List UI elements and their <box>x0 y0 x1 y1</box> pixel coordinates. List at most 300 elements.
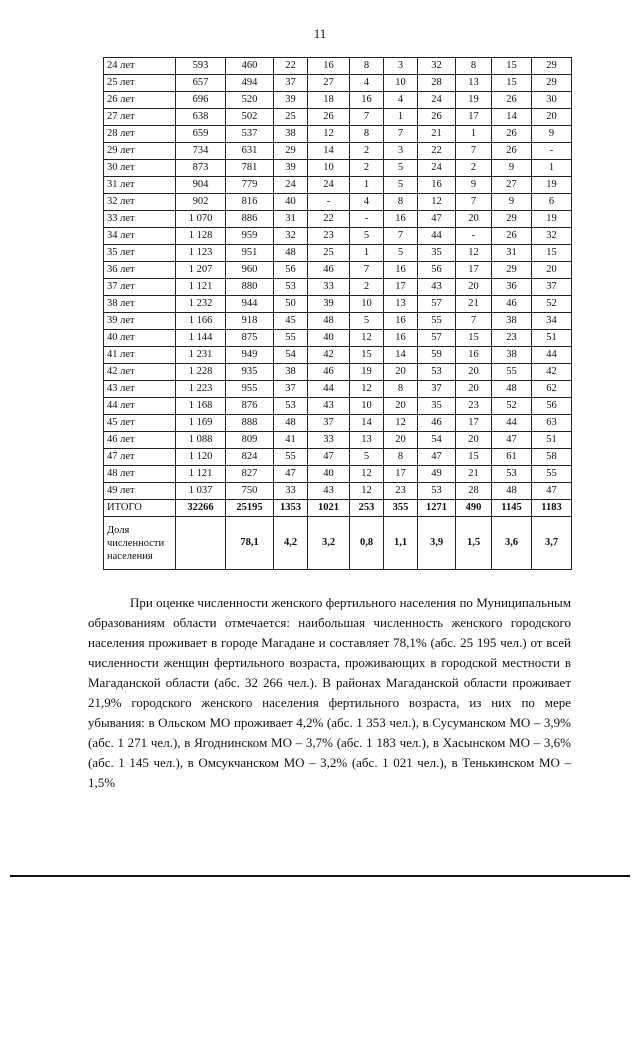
table-cell: 809 <box>226 432 274 449</box>
table-cell: 1 166 <box>176 313 226 330</box>
table-cell: 62 <box>532 381 572 398</box>
table-cell: 631 <box>226 143 274 160</box>
table-cell: 502 <box>226 109 274 126</box>
row-label: 31 лет <box>104 177 176 194</box>
table-cell: 17 <box>456 415 492 432</box>
table-row <box>104 398 572 415</box>
table-cell: 1183 <box>532 500 572 517</box>
table-cell: 48 <box>492 483 532 500</box>
table-cell: 52 <box>532 296 572 313</box>
table-cell: 33 <box>308 432 350 449</box>
table-cell: 520 <box>226 92 274 109</box>
table-cell: 24 <box>308 177 350 194</box>
table-cell: 26 <box>308 109 350 126</box>
table-cell: 19 <box>532 211 572 228</box>
table-cell: 20 <box>456 432 492 449</box>
table-row <box>104 228 572 245</box>
page-number: 11 <box>313 26 327 41</box>
table-cell: 19 <box>350 364 384 381</box>
table-cell: 1 <box>456 126 492 143</box>
row-label: 42 лет <box>104 364 176 381</box>
table-cell: 55 <box>492 364 532 381</box>
table-row <box>104 364 572 381</box>
table-cell: 33 <box>274 483 308 500</box>
table-cell: 750 <box>226 483 274 500</box>
table-cell: 12 <box>418 194 456 211</box>
row-label: ИТОГО <box>104 500 176 517</box>
table-cell: 2 <box>456 160 492 177</box>
table-cell: 20 <box>384 432 418 449</box>
table-cell: 47 <box>308 449 350 466</box>
table-cell: 880 <box>226 279 274 296</box>
table-cell: 537 <box>226 126 274 143</box>
table-cell: 1271 <box>418 500 456 517</box>
table-cell: 18 <box>308 92 350 109</box>
table-cell: 5 <box>350 313 384 330</box>
table-cell: 47 <box>274 466 308 483</box>
table-cell: 53 <box>418 364 456 381</box>
table-cell: 4,2 <box>274 517 308 570</box>
table-cell: 8 <box>350 126 384 143</box>
table-cell: 39 <box>308 296 350 313</box>
row-label: 46 лет <box>104 432 176 449</box>
table-cell: 253 <box>350 500 384 517</box>
table-row <box>104 262 572 279</box>
table-cell: 55 <box>532 466 572 483</box>
table-cell: 40 <box>308 330 350 347</box>
table-cell: 37 <box>308 415 350 432</box>
table-cell: 26 <box>418 109 456 126</box>
table-cell: 53 <box>274 398 308 415</box>
row-label: 25 лет <box>104 75 176 92</box>
table-cell: 56 <box>418 262 456 279</box>
table-cell: 32 <box>418 58 456 75</box>
table-cell: 10 <box>350 398 384 415</box>
row-label: 45 лет <box>104 415 176 432</box>
table-cell: 12 <box>384 415 418 432</box>
table-cell: 2 <box>350 160 384 177</box>
table-cell: 1 <box>350 177 384 194</box>
table-cell: 781 <box>226 160 274 177</box>
table-cell: 31 <box>274 211 308 228</box>
table-cell: 53 <box>274 279 308 296</box>
table-cell: 29 <box>492 211 532 228</box>
table-cell: 824 <box>226 449 274 466</box>
table-cell: 17 <box>384 466 418 483</box>
table-cell: 9 <box>492 194 532 211</box>
table-cell: 20 <box>456 364 492 381</box>
table-cell: 1,5 <box>456 517 492 570</box>
table-cell: 44 <box>308 381 350 398</box>
table-cell: 1 169 <box>176 415 226 432</box>
table-cell: 873 <box>176 160 226 177</box>
table-cell: 28 <box>456 483 492 500</box>
table-row <box>104 381 572 398</box>
table-cell: 15 <box>456 330 492 347</box>
table-cell: 960 <box>226 262 274 279</box>
table-row <box>104 177 572 194</box>
table-cell: 17 <box>456 262 492 279</box>
body-paragraph: При оценке численности женского фертильного населения по Муниципальным образованиям области отмечается: наибольшая численность женского городского населения проживает в городе Магадане и составляет 78,1% (абс. 25 195 чел.) от всей численности женщин фертильного возраста, проживающих в городской местности в Магаданской области (абс. 32 266 чел.). В районах Магаданской области проживает 21,9% городского женского населения фертильного возраста, из них по мере убывания: в Ольском МО проживает 4,2% (абс. 1 353 чел.), в Сусуманском МО – 3,9% (абс. 1 271 чел.), в Ягоднинском МО – 3,7% (абс. 1 183 чел.), в Хасынском МО – 3,6% (абс. 1 145 чел.), в Омсукчанском МО – 3,2% (абс. 1 021 чел.), в Тенькинском МО – 1,5% <box>88 595 571 790</box>
table-row <box>104 279 572 296</box>
table-cell: 28 <box>418 75 456 92</box>
table-cell: 1 088 <box>176 432 226 449</box>
table-cell: 16 <box>384 211 418 228</box>
table-cell: 55 <box>418 313 456 330</box>
table-cell: 9 <box>532 126 572 143</box>
row-label: 26 лет <box>104 92 176 109</box>
table-cell: 14 <box>384 347 418 364</box>
table-cell: - <box>456 228 492 245</box>
table-cell: 22 <box>418 143 456 160</box>
table-cell: 2 <box>350 143 384 160</box>
table-row <box>104 449 572 466</box>
table-cell: 46 <box>492 296 532 313</box>
row-label: 32 лет <box>104 194 176 211</box>
table-cell: 39 <box>274 92 308 109</box>
table-row <box>104 415 572 432</box>
table-cell: 17 <box>384 279 418 296</box>
table-cell: 886 <box>226 211 274 228</box>
table-cell: 38 <box>492 347 532 364</box>
table-cell: 10 <box>308 160 350 177</box>
table-cell: 24 <box>418 160 456 177</box>
table-cell: 32 <box>532 228 572 245</box>
table-cell: 43 <box>418 279 456 296</box>
row-label: 38 лет <box>104 296 176 313</box>
table-cell: 16 <box>384 262 418 279</box>
row-label: 35 лет <box>104 245 176 262</box>
table-cell: 944 <box>226 296 274 313</box>
table-cell: 1 128 <box>176 228 226 245</box>
table-cell: 14 <box>350 415 384 432</box>
table-cell: 37 <box>532 279 572 296</box>
table-cell: 58 <box>532 449 572 466</box>
table-cell: 3 <box>384 58 418 75</box>
table-cell: 1 231 <box>176 347 226 364</box>
table-cell: 35 <box>418 398 456 415</box>
table-cell: 26 <box>492 92 532 109</box>
table-row <box>104 92 572 109</box>
table-cell: 34 <box>532 313 572 330</box>
table-cell: 20 <box>456 279 492 296</box>
row-label: 29 лет <box>104 143 176 160</box>
table-cell: 1 121 <box>176 279 226 296</box>
table-cell: 25195 <box>226 500 274 517</box>
table-cell: 4 <box>350 194 384 211</box>
table-cell: 888 <box>226 415 274 432</box>
table-cell: 37 <box>418 381 456 398</box>
table-row <box>104 245 572 262</box>
table-cell: 12 <box>350 330 384 347</box>
table-cell: - <box>532 143 572 160</box>
table-cell: 5 <box>350 228 384 245</box>
table-cell: 46 <box>418 415 456 432</box>
table-cell: 30 <box>532 92 572 109</box>
table-cell: 26 <box>492 143 532 160</box>
table-cell: 54 <box>418 432 456 449</box>
table-cell: 12 <box>350 381 384 398</box>
table-cell: 15 <box>492 75 532 92</box>
table-cell: 46 <box>308 262 350 279</box>
table-cell: 33 <box>308 279 350 296</box>
table-cell: 12 <box>350 466 384 483</box>
table-cell: 7 <box>350 262 384 279</box>
table-cell: 37 <box>274 75 308 92</box>
table-cell: 59 <box>418 347 456 364</box>
table-cell: 52 <box>492 398 532 415</box>
table-row <box>104 211 572 228</box>
table-cell: 955 <box>226 381 274 398</box>
table-cell: 696 <box>176 92 226 109</box>
table-row <box>104 330 572 347</box>
table-cell: 47 <box>418 211 456 228</box>
table-cell: 46 <box>308 364 350 381</box>
table-cell: 4 <box>350 75 384 92</box>
table-cell: 1 144 <box>176 330 226 347</box>
table-cell: 734 <box>176 143 226 160</box>
table-cell: 27 <box>492 177 532 194</box>
table-cell: 2 <box>350 279 384 296</box>
table-cell: 7 <box>384 126 418 143</box>
table-cell: 827 <box>226 466 274 483</box>
table-cell: 53 <box>418 483 456 500</box>
row-label: 37 лет <box>104 279 176 296</box>
table-cell: 41 <box>274 432 308 449</box>
table-cell: 949 <box>226 347 274 364</box>
table-cell: 38 <box>274 126 308 143</box>
table-cell: 35 <box>418 245 456 262</box>
table-cell: 23 <box>384 483 418 500</box>
table-cell: 39 <box>274 160 308 177</box>
table-cell: 659 <box>176 126 226 143</box>
table-cell: 1 <box>350 245 384 262</box>
table-cell: 902 <box>176 194 226 211</box>
table-row <box>104 126 572 143</box>
table-cell: 4 <box>384 92 418 109</box>
table-cell: 51 <box>532 432 572 449</box>
table-cell: 1 <box>532 160 572 177</box>
table-cell: 22 <box>274 58 308 75</box>
table-cell: 50 <box>274 296 308 313</box>
table-cell: 47 <box>532 483 572 500</box>
table-cell: 56 <box>532 398 572 415</box>
table-cell: - <box>308 194 350 211</box>
table-cell: 56 <box>274 262 308 279</box>
row-label: 41 лет <box>104 347 176 364</box>
table-cell: 918 <box>226 313 274 330</box>
table-row <box>104 466 572 483</box>
table-cell: 935 <box>226 364 274 381</box>
table-row <box>104 58 572 75</box>
table-cell: 460 <box>226 58 274 75</box>
table-cell: 3,6 <box>492 517 532 570</box>
table-cell: 45 <box>274 313 308 330</box>
table-cell: 15 <box>492 58 532 75</box>
table-cell: 1145 <box>492 500 532 517</box>
table-cell: 8 <box>384 449 418 466</box>
row-label: 36 лет <box>104 262 176 279</box>
table-cell: 48 <box>308 313 350 330</box>
table-cell: 20 <box>532 262 572 279</box>
table-cell: 36 <box>492 279 532 296</box>
table-cell: 42 <box>532 364 572 381</box>
table-cell: 657 <box>176 75 226 92</box>
table-cell: 16 <box>308 58 350 75</box>
table-cell: 17 <box>456 109 492 126</box>
table-cell: 54 <box>274 347 308 364</box>
table-cell: 816 <box>226 194 274 211</box>
row-label: 30 лет <box>104 160 176 177</box>
table-cell: 876 <box>226 398 274 415</box>
table-row <box>104 160 572 177</box>
table-cell: - <box>350 211 384 228</box>
table-cell: 13 <box>384 296 418 313</box>
table-cell: 42 <box>308 347 350 364</box>
table-cell: 48 <box>274 245 308 262</box>
table-cell: 43 <box>308 398 350 415</box>
table-cell: 16 <box>384 313 418 330</box>
table-cell: 1 168 <box>176 398 226 415</box>
table-cell: 8 <box>456 58 492 75</box>
table-cell: 7 <box>456 313 492 330</box>
table-cell: 1021 <box>308 500 350 517</box>
table-cell: 31 <box>492 245 532 262</box>
table-cell: 1 207 <box>176 262 226 279</box>
table-cell: 16 <box>418 177 456 194</box>
table-cell: 19 <box>532 177 572 194</box>
table-cell: 8 <box>350 58 384 75</box>
table-cell: 779 <box>226 177 274 194</box>
table-cell: 26 <box>492 228 532 245</box>
table-cell: 26 <box>492 126 532 143</box>
table-row <box>104 143 572 160</box>
table-cell: 32266 <box>176 500 226 517</box>
table-cell: 40 <box>274 194 308 211</box>
table-cell: 43 <box>308 483 350 500</box>
table-cell: 21 <box>456 466 492 483</box>
total-row <box>104 500 572 517</box>
table-cell: 1 <box>384 109 418 126</box>
table-cell: 355 <box>384 500 418 517</box>
table-cell: 13 <box>350 432 384 449</box>
table-cell <box>176 517 226 570</box>
table-cell: 61 <box>492 449 532 466</box>
table-cell: 16 <box>456 347 492 364</box>
row-label: 47 лет <box>104 449 176 466</box>
row-label: 49 лет <box>104 483 176 500</box>
table-cell: 21 <box>418 126 456 143</box>
table-cell: 47 <box>418 449 456 466</box>
table-cell: 5 <box>350 449 384 466</box>
table-cell: 1 070 <box>176 211 226 228</box>
table-cell: 6 <box>532 194 572 211</box>
table-cell: 9 <box>492 160 532 177</box>
table-cell: 3,9 <box>418 517 456 570</box>
table-cell: 12 <box>456 245 492 262</box>
table-cell: 51 <box>532 330 572 347</box>
table-cell: 16 <box>350 92 384 109</box>
table-cell: 20 <box>532 109 572 126</box>
share-row <box>104 517 572 570</box>
table-cell: 16 <box>384 330 418 347</box>
table-row <box>104 347 572 364</box>
table-cell: 48 <box>274 415 308 432</box>
table-cell: 23 <box>308 228 350 245</box>
table-cell: 23 <box>456 398 492 415</box>
table-row <box>104 75 572 92</box>
table-cell: 57 <box>418 296 456 313</box>
table-row <box>104 109 572 126</box>
table-cell: 44 <box>492 415 532 432</box>
table-cell: 40 <box>308 466 350 483</box>
table-cell: 55 <box>274 449 308 466</box>
row-label: 24 лет <box>104 58 176 75</box>
table-cell: 49 <box>418 466 456 483</box>
table-cell: 37 <box>274 381 308 398</box>
row-label: 39 лет <box>104 313 176 330</box>
table-cell: 44 <box>532 347 572 364</box>
table-cell: 20 <box>456 211 492 228</box>
table-cell: 24 <box>418 92 456 109</box>
table-cell: 78,1 <box>226 517 274 570</box>
table-cell: 7 <box>384 228 418 245</box>
table-body <box>104 58 572 570</box>
table-cell: 14 <box>308 143 350 160</box>
table-cell: 12 <box>350 483 384 500</box>
table-cell: 12 <box>308 126 350 143</box>
row-label: 33 лет <box>104 211 176 228</box>
row-label: 28 лет <box>104 126 176 143</box>
table-cell: 0,8 <box>350 517 384 570</box>
table-cell: 1 037 <box>176 483 226 500</box>
table-cell: 494 <box>226 75 274 92</box>
table-row <box>104 296 572 313</box>
table-cell: 14 <box>492 109 532 126</box>
table-cell: 3,2 <box>308 517 350 570</box>
row-label: 27 лет <box>104 109 176 126</box>
row-label: 34 лет <box>104 228 176 245</box>
table-cell: 1 223 <box>176 381 226 398</box>
table-cell: 15 <box>532 245 572 262</box>
table-cell: 25 <box>274 109 308 126</box>
table-cell: 904 <box>176 177 226 194</box>
table-row <box>104 313 572 330</box>
table-row <box>104 483 572 500</box>
table-cell: 3 <box>384 143 418 160</box>
table-cell: 1353 <box>274 500 308 517</box>
row-label: 43 лет <box>104 381 176 398</box>
table-cell: 38 <box>274 364 308 381</box>
table-cell: 29 <box>492 262 532 279</box>
table-cell: 1 123 <box>176 245 226 262</box>
table-cell: 29 <box>532 75 572 92</box>
table-cell: 24 <box>274 177 308 194</box>
table-cell: 57 <box>418 330 456 347</box>
table-cell: 15 <box>350 347 384 364</box>
table-cell: 38 <box>492 313 532 330</box>
table-cell: 27 <box>308 75 350 92</box>
table-cell: 9 <box>456 177 492 194</box>
table-cell: 13 <box>456 75 492 92</box>
table-cell: 7 <box>350 109 384 126</box>
table-cell: 20 <box>384 364 418 381</box>
table-cell: 3,7 <box>532 517 572 570</box>
table-cell: 5 <box>384 160 418 177</box>
table-row <box>104 432 572 449</box>
table-cell: 20 <box>456 381 492 398</box>
table-cell: 7 <box>456 143 492 160</box>
